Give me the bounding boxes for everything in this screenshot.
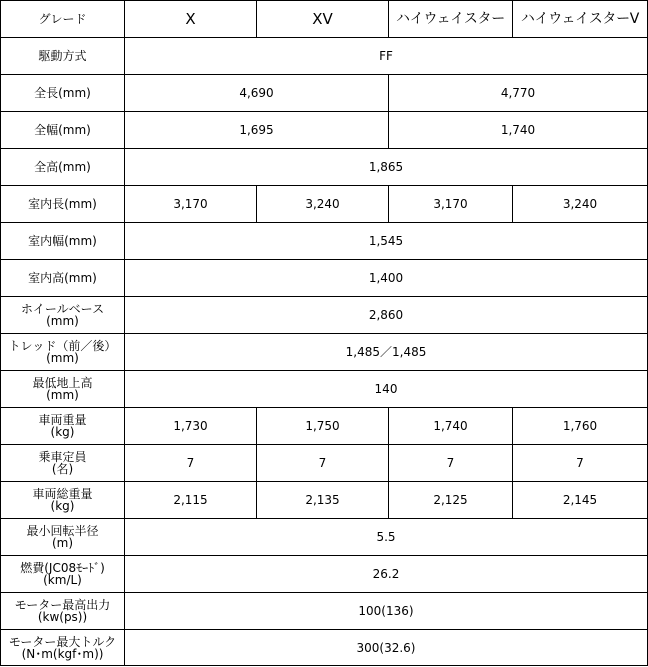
label-unit: (mm) [46,388,79,402]
label-line: トレッド（前／後） [8,339,117,353]
row-motor-power [1,593,648,630]
label-unit: (m) [51,536,74,550]
row-wheelbase [1,297,648,334]
spec-value: 3,240 [257,186,389,223]
label-unit: (mm) [46,351,79,365]
label-unit: (N･m(kgf･m)) [21,646,104,661]
row-label [1,408,125,445]
grade-highway-star-v: ハイウェイスターV [513,1,648,38]
row-room-width [1,223,648,260]
row-height [1,149,648,186]
label-line: 車両総重量 [32,487,93,501]
row-label: 全高(mm) [1,149,125,186]
label-unit: (mm) [46,314,79,328]
row-room-height [1,260,648,297]
row-weight [1,408,648,445]
row-label: 全幅(mm) [1,112,125,149]
label-unit: (名) [51,462,74,476]
spec-value: 3,240 [513,186,648,223]
spec-value: 1,740 [389,408,513,445]
spec-value: 2,860 [125,297,648,334]
label-line: 車両重量 [38,413,87,427]
spec-value: 1,865 [125,149,648,186]
row-label [1,371,125,408]
row-label [1,482,125,519]
label-line: ホイールベース [20,302,105,316]
grade-highway-star: ハイウェイスター [389,1,513,38]
row-drive [1,38,648,75]
label-line: モーター最高出力 [14,598,111,612]
spec-value: 1,740 [389,112,648,149]
spec-value: 1,730 [125,408,257,445]
row-label: 室内幅(mm) [1,223,125,260]
spec-value: 5.5 [125,519,648,556]
row-capacity [1,445,648,482]
row-label: 室内高(mm) [1,260,125,297]
spec-value: 1,760 [513,408,648,445]
spec-value: 1,545 [125,223,648,260]
label-line: モーター最大トルク [8,634,117,649]
row-label: 全長(mm) [1,75,125,112]
row-room-length [1,186,648,223]
header-label: グレード [1,1,125,38]
row-motor-torque [1,630,648,666]
grade-xv: XV [257,1,389,38]
spec-value: 300(32.6) [125,630,648,666]
grade-x: X [125,1,257,38]
label-line: 最小回転半径 [26,524,99,538]
spec-value: 7 [125,445,257,482]
spec-value: 100(136) [125,593,648,630]
spec-value: 3,170 [389,186,513,223]
row-label [1,519,125,556]
row-ground-clearance [1,371,648,408]
label-unit: (kw(ps)) [37,610,88,624]
row-fuel-economy [1,556,648,593]
row-label [1,297,125,334]
label-unit: (kg) [50,425,75,439]
row-turning-radius [1,519,648,556]
spec-value: 1,695 [125,112,389,149]
label-line: 乗車定員 [38,450,87,464]
row-length [1,75,648,112]
spec-value: 3,170 [125,186,257,223]
row-width [1,112,648,149]
spec-value: 2,125 [389,482,513,519]
row-gross-weight [1,482,648,519]
spec-value: 2,135 [257,482,389,519]
spec-value: 4,690 [125,75,389,112]
row-label: 室内長(mm) [1,186,125,223]
spec-value: 2,115 [125,482,257,519]
row-label [1,593,125,630]
spec-value: 140 [125,371,648,408]
row-tread [1,334,648,371]
spec-value: 7 [513,445,648,482]
label-line: 最低地上高 [32,376,93,390]
spec-value: 26.2 [125,556,648,593]
row-label [1,630,125,666]
spec-value: FF [125,38,648,75]
row-label: 駆動方式 [1,38,125,75]
row-label [1,334,125,371]
spec-value: 1,400 [125,260,648,297]
row-label [1,445,125,482]
spec-value: 4,770 [389,75,648,112]
label-unit: (kg) [50,499,75,513]
spec-value: 2,145 [513,482,648,519]
spec-value: 1,485／1,485 [125,334,648,371]
label-unit: (km/L) [43,573,82,587]
row-label [1,556,125,593]
spec-value: 7 [257,445,389,482]
spec-value: 1,750 [257,408,389,445]
label-line: 燃費(JC08ﾓｰﾄﾞ) [20,561,105,575]
header-row [1,1,648,38]
spec-value: 7 [389,445,513,482]
